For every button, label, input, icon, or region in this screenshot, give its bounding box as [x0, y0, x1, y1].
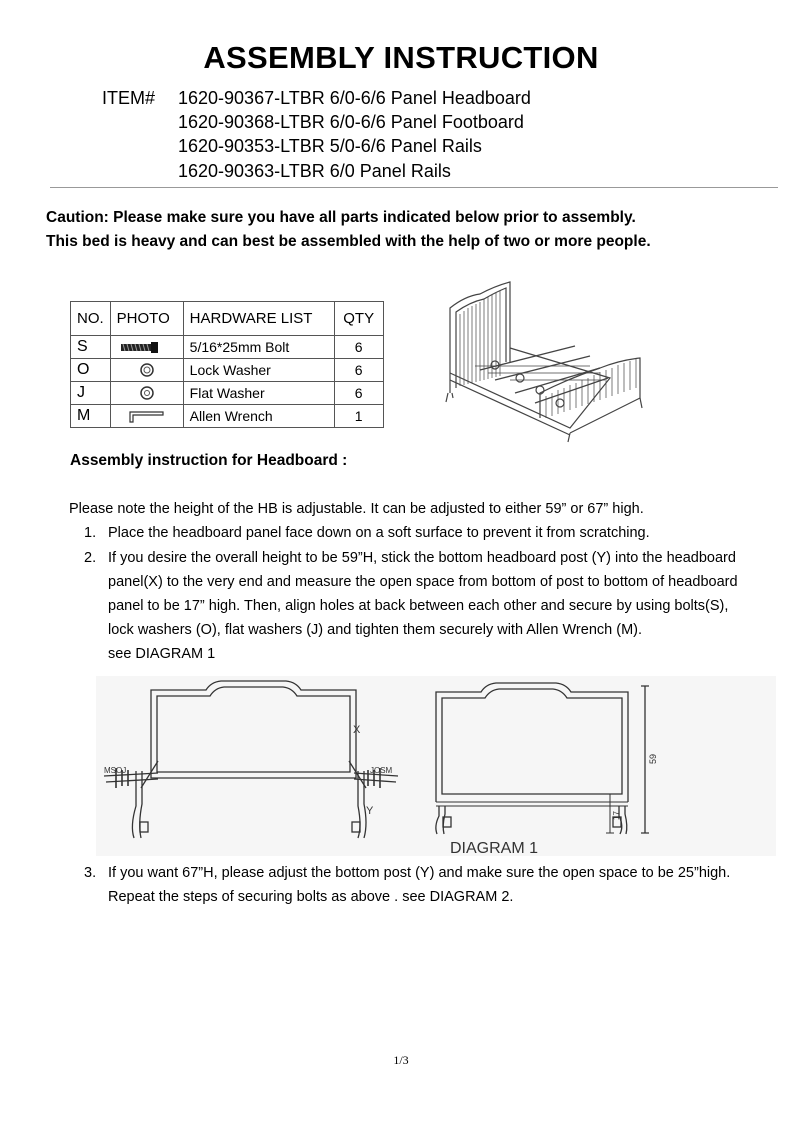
- hardware-table: [70, 301, 384, 428]
- step-text: If you desire the overall height to be 59”H, stick the bottom headboard post (Y) into the headboard: [108, 550, 736, 566]
- label-y: Y: [366, 805, 374, 817]
- step-number: 2.: [84, 550, 97, 566]
- dimension-17: 17: [612, 811, 621, 820]
- part-number: J: [71, 382, 111, 405]
- part-name: Flat Washer: [183, 382, 334, 405]
- table-row: [71, 382, 384, 405]
- step-text: see DIAGRAM 1: [108, 646, 216, 662]
- item-line: 1620-90363-LTBR 6/0 Panel Rails: [178, 161, 451, 181]
- part-name: Allen Wrench: [183, 405, 334, 428]
- diagram-1: [96, 676, 776, 856]
- dimension-59: 59: [648, 753, 658, 764]
- column-header: HARDWARE LIST: [183, 302, 334, 336]
- item-line: 1620-90368-LTBR 6/0-6/6 Panel Footboard: [178, 112, 524, 132]
- page-number: 1/3: [393, 1053, 409, 1067]
- step-text: Repeat the steps of securing bolts as above . see DIAGRAM 2.: [108, 889, 514, 905]
- part-number: M: [71, 405, 111, 428]
- table-row: [71, 405, 384, 428]
- flat-washer-icon: [110, 382, 183, 405]
- callout-left: MSOJ: [104, 766, 127, 775]
- part-qty: 1: [334, 405, 383, 428]
- step-text: panel to be 17” high. Then, align holes at back between each other and secure by using bolts(S),: [108, 598, 729, 614]
- table-row: [71, 336, 384, 359]
- part-number: S: [71, 336, 111, 359]
- label-x: X: [353, 724, 361, 736]
- page-title: ASSEMBLY INSTRUCTION: [203, 40, 599, 75]
- step-text: lock washers (O), flat washers (J) and tighten them securely with Allen Wrench (M).: [108, 622, 643, 638]
- step-number: 3.: [84, 865, 97, 881]
- caution-line: Caution: Please make sure you have all parts indicated below prior to assembly.: [46, 209, 636, 226]
- part-name: 5/16*25mm Bolt: [183, 336, 334, 359]
- step-number: 1.: [84, 525, 97, 541]
- item-line: 1620-90367-LTBR 6/0-6/6 Panel Headboard: [178, 88, 531, 108]
- diagram-caption: DIAGRAM 1: [450, 840, 539, 856]
- item-label: ITEM#: [102, 88, 156, 108]
- callout-right: JOSM: [370, 766, 393, 775]
- part-name: Lock Washer: [183, 359, 334, 382]
- caution-line: This bed is heavy and can best be assembled with the help of two or more people.: [46, 233, 651, 250]
- column-header: QTY: [334, 302, 383, 336]
- column-header: NO.: [71, 302, 111, 336]
- table-row: [71, 359, 384, 382]
- table-header-row: [71, 302, 384, 336]
- step-text: Place the headboard panel face down on a soft surface to prevent it from scratching.: [108, 525, 650, 541]
- note-text: Please note the height of the HB is adjustable. It can be adjusted to either 59” or 67” high.: [69, 501, 644, 517]
- part-qty: 6: [334, 359, 383, 382]
- bolt-icon: [110, 336, 183, 359]
- lock-washer-icon: [110, 359, 183, 382]
- step-text: If you want 67”H, please adjust the bottom post (Y) and make sure the open space to be 25”high.: [108, 865, 731, 881]
- part-qty: 6: [334, 382, 383, 405]
- part-number: O: [71, 359, 111, 382]
- step-text: panel(X) to the very end and measure the open space from bottom of post to bottom of headboard: [108, 574, 738, 590]
- bed-illustration: [440, 268, 650, 444]
- allen-wrench-icon: [110, 405, 183, 428]
- section-heading: Assembly instruction for Headboard :: [70, 452, 348, 469]
- divider: [50, 187, 778, 188]
- item-line: 1620-90353-LTBR 5/0-6/6 Panel Rails: [178, 136, 482, 156]
- part-qty: 6: [334, 336, 383, 359]
- column-header: PHOTO: [110, 302, 183, 336]
